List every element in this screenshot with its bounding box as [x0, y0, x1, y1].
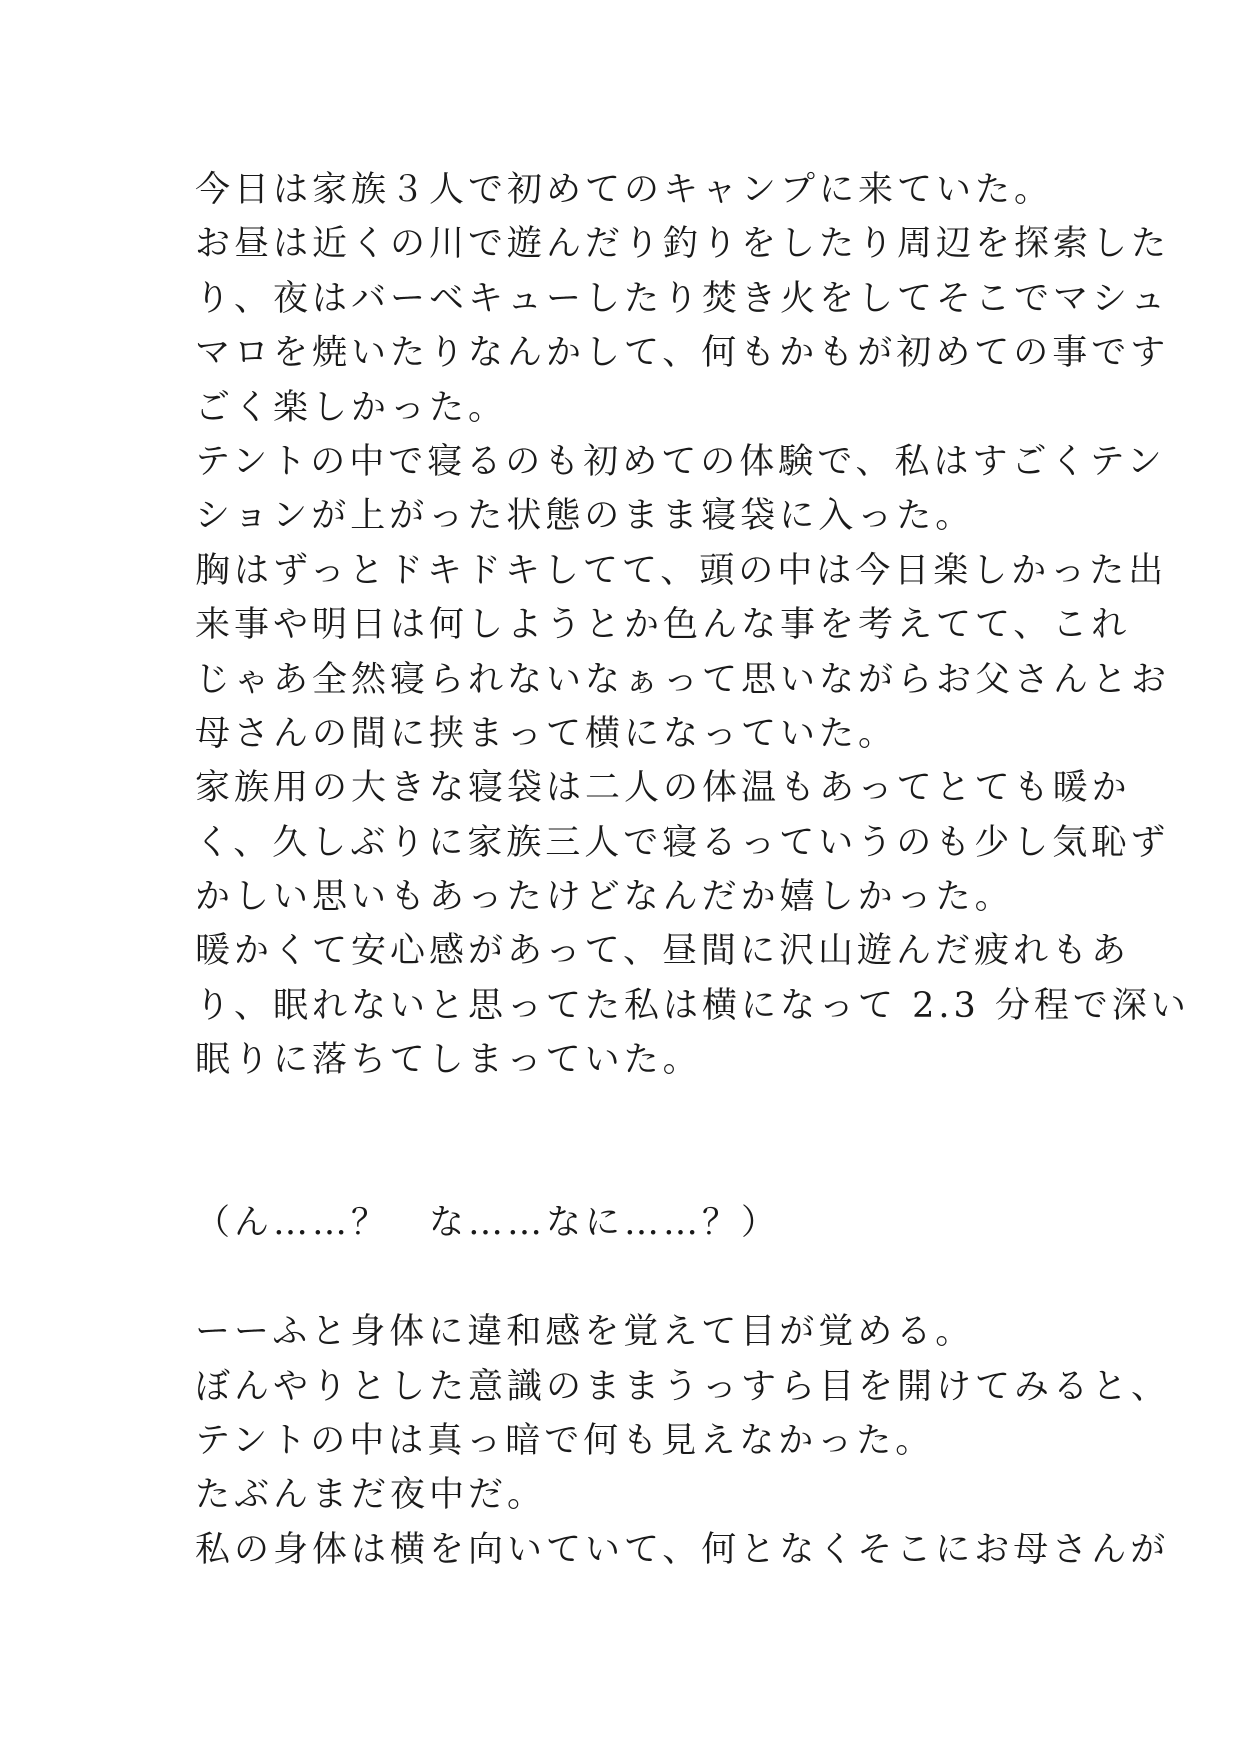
blank-line [195, 1088, 1075, 1142]
text-line: 来事や明日は何しようとか色んな事を考えてて、これ [195, 605, 1131, 646]
text-line: 眠りに落ちてしまっていた。 [195, 1040, 702, 1081]
text-line: 私の身体は横を向いていて、何となくそこにお母さんが [195, 1529, 1170, 1570]
text-line: ぼんやりとした意識のままうっすら目を開けてみると、 [195, 1366, 1171, 1407]
text-line: かしい思いもあったけどなんだか嬉しかった。 [195, 877, 1014, 918]
text-line: マロを焼いたりなんかして、何もかもが初めての事です [195, 333, 1170, 374]
text-line: お昼は近くの川で遊んだり釣りをしたり周辺を探索した [195, 224, 1171, 265]
text-line: く、久しぶりに家族三人で寝るっていうのも少し気恥ず [195, 822, 1170, 863]
text-line: じゃあ全然寝られないなぁって思いながらお父さんとお [195, 659, 1171, 700]
blank-line [195, 1251, 1075, 1305]
blank-line [195, 1142, 1075, 1196]
text-line: ーーふと身体に違和感を覚えて目が覚める。 [195, 1312, 975, 1353]
text-line: たぶんまだ夜中だ。 [195, 1475, 547, 1516]
text-line: 今日は家族３人で初めてのキャンプに来ていた。 [195, 170, 1054, 210]
text-line: 家族用の大きな寝袋は二人の体温もあってとても暖か [195, 768, 1131, 809]
text-line: り、眠れないと思ってた私は横になって 2.3 分程で深い [195, 985, 1190, 1026]
text-line: 暖かくて安心感があって、昼間に沢山遊んだ疲れもあ [195, 931, 1130, 972]
text-line: 胸はずっとドキドキしてて、頭の中は今日楽しかった出 [195, 550, 1168, 591]
text-line: （ん……？ な……なに……？） [195, 1203, 781, 1244]
text-line: ションが上がった状態のまま寝袋に入った。 [195, 496, 975, 537]
text-line: 母さんの間に挟まって横になっていた。 [195, 713, 898, 754]
text-line: ごく楽しかった。 [195, 387, 508, 428]
text-line: テントの中で寝るのも初めての体験で、私はすごくテン [195, 441, 1166, 482]
text-line: り、夜はバーベキューしたり焚き火をしてそこでマシュ [195, 278, 1170, 319]
document-body [195, 163, 1190, 1577]
text-line: テントの中は真っ暗で何も見えなかった。 [195, 1420, 935, 1461]
